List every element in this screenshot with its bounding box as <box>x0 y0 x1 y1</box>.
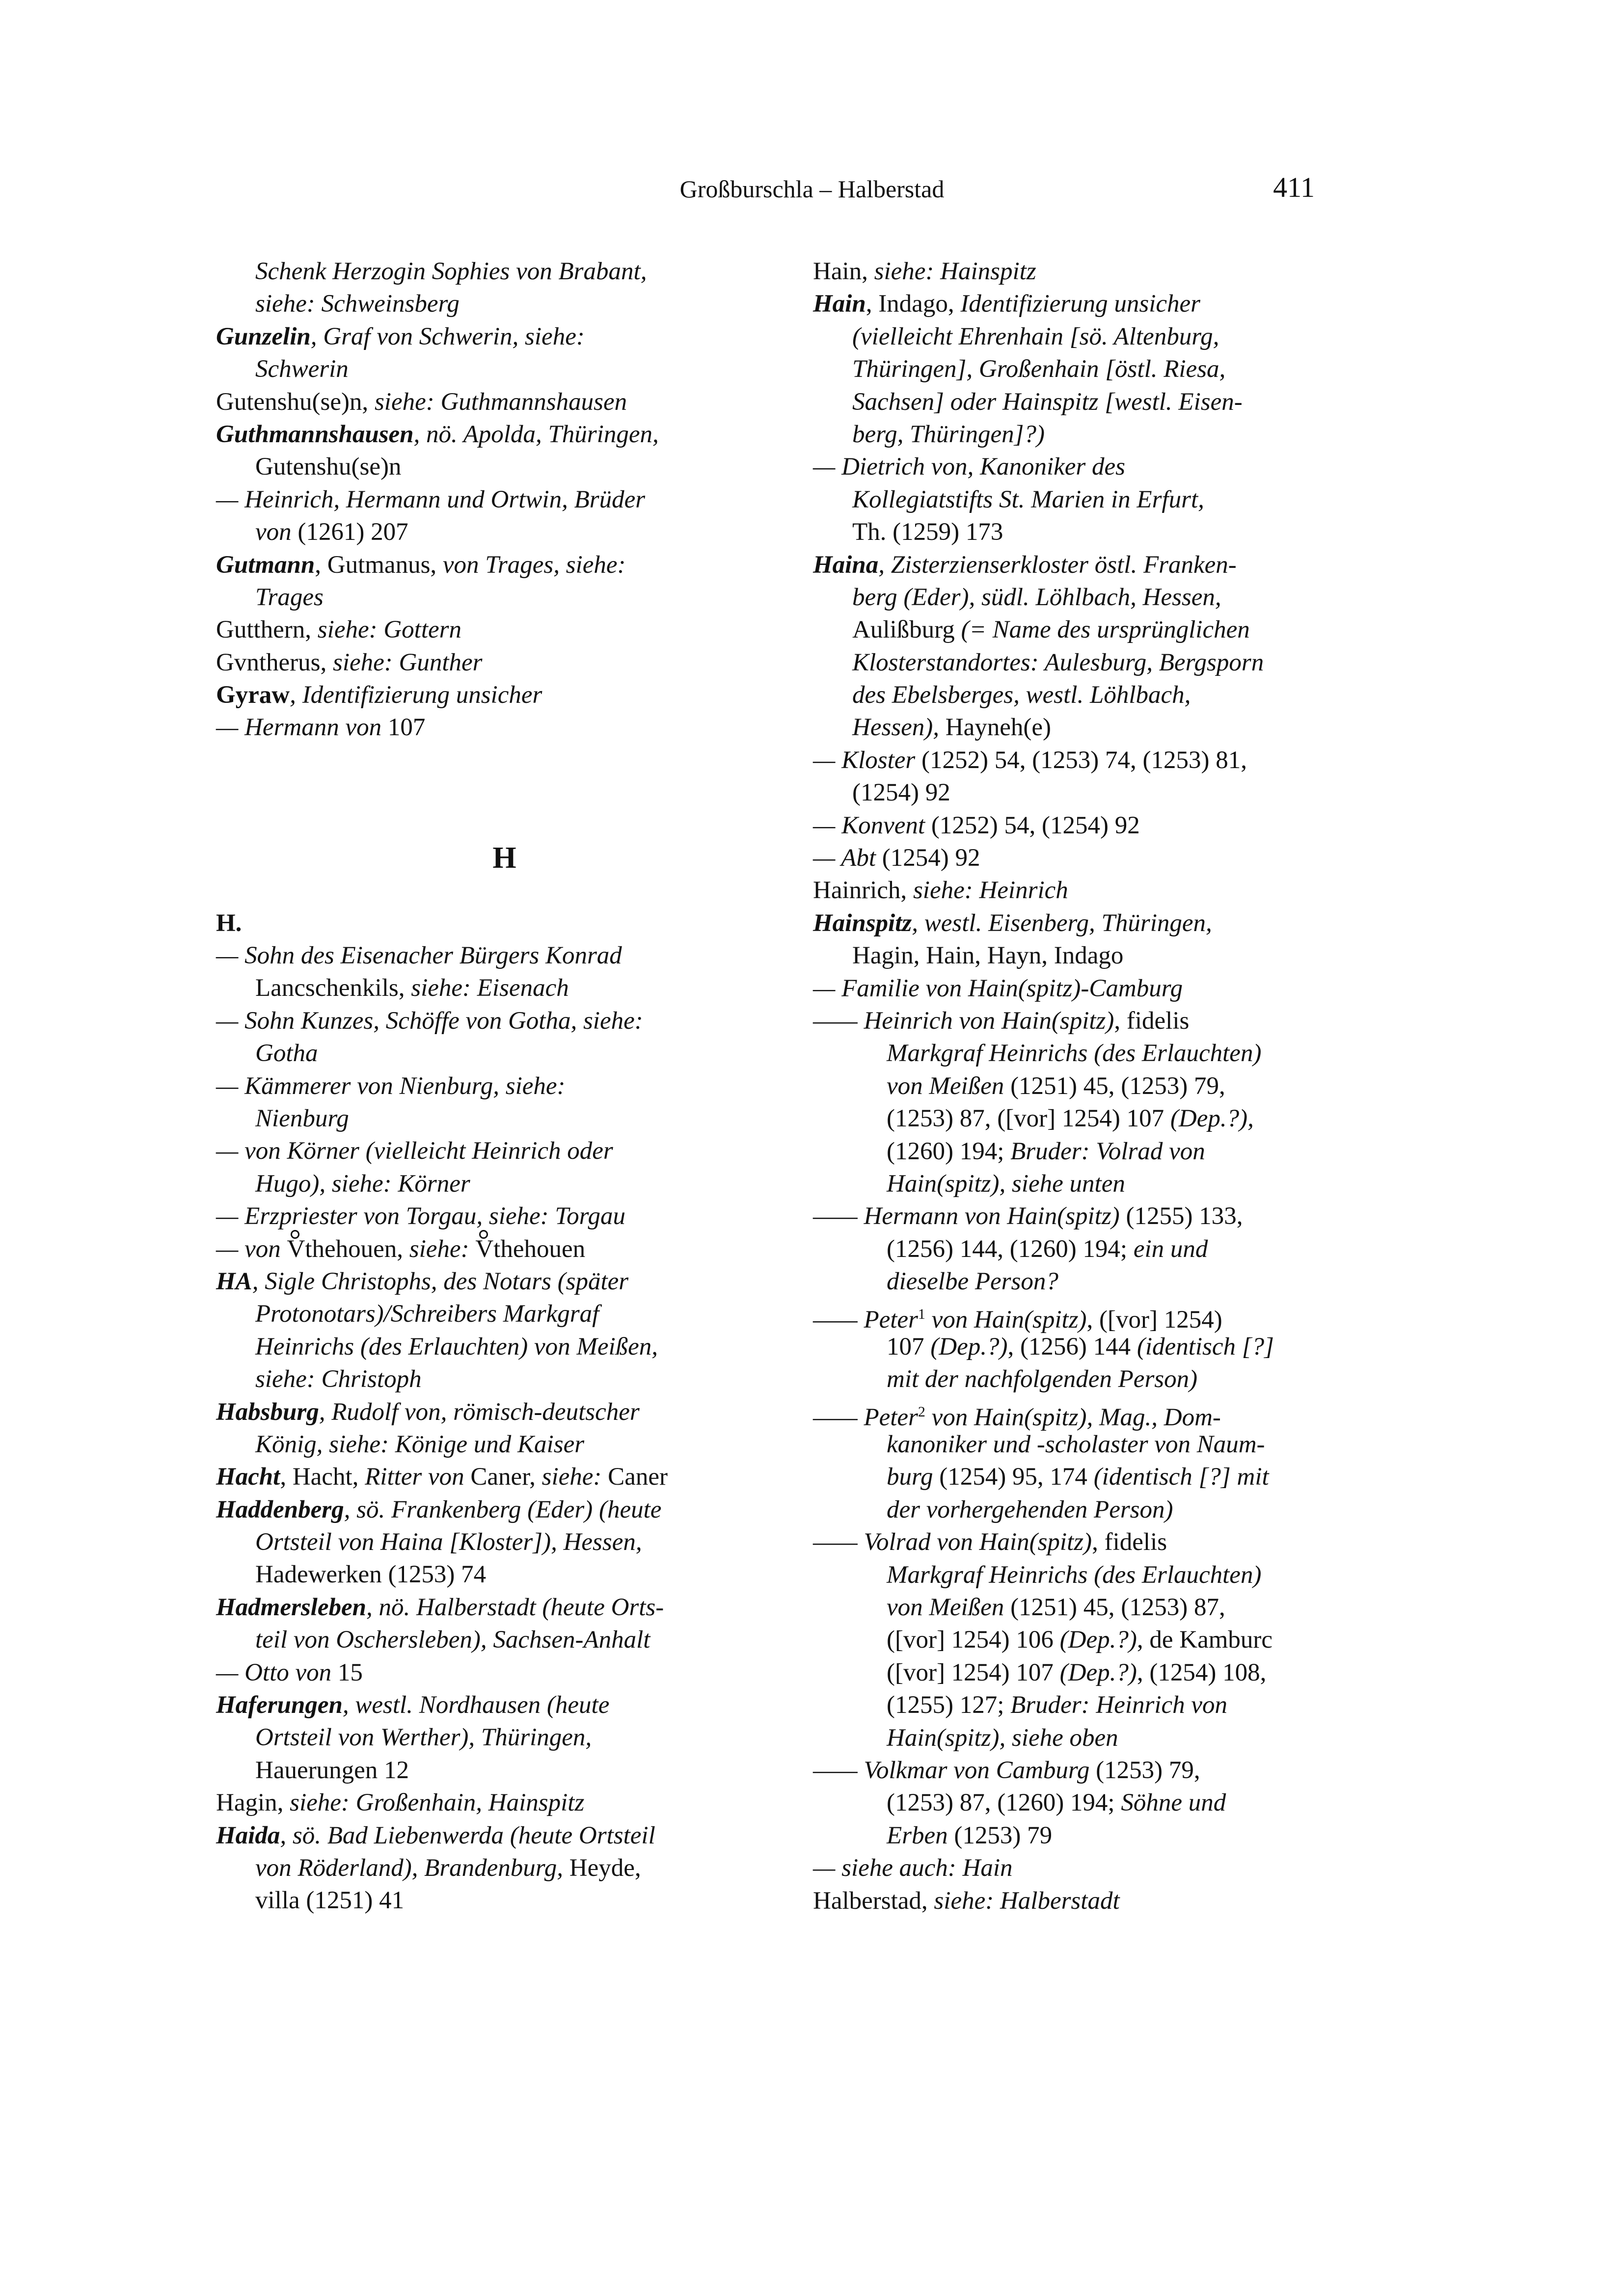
subentry-line3: dieselbe Person? <box>887 1268 1058 1296</box>
entry-haina-line3: Aulißburg (= Name des ursprünglichen <box>852 616 1250 644</box>
subentry-kaemmerer: — Kämmerer von Nienburg, siehe: <box>216 1072 566 1100</box>
subentry-line2: Gotha <box>255 1040 318 1068</box>
subentry-otto-von: — Otto von 15 <box>216 1658 363 1686</box>
entry-ha-line4: siehe: Christoph <box>255 1365 422 1393</box>
entry-gutenshu: Gutenshu(se)n, siehe: Guthmannshausen <box>216 388 627 416</box>
entry-schenk-line1: Schenk Herzogin Sophies von Brabant, <box>255 258 647 285</box>
headword: Hain, <box>813 258 874 285</box>
entry-haina-line6: Hessen), Hayneh(e) <box>852 714 1051 742</box>
entry-habsburg: Habsburg, Rudolf von, römisch-deutscher <box>216 1398 640 1426</box>
subentry-sohn-kunzes: — Sohn Kunzes, Schöffe von Gotha, siehe: <box>216 1007 643 1035</box>
spacer <box>216 874 763 907</box>
entry-gunzelin: Gunzelin, Graf von Schwerin, siehe: <box>216 322 585 350</box>
subentry-line2: 107 (Dep.?), (1256) 144 (identisch [?] <box>887 1333 1274 1361</box>
entry-haddenberg-line2: Ortsteil von Haina [Kloster]), Hessen, <box>255 1528 642 1556</box>
subentry-line2: kanoniker und -scholaster von Naum- <box>887 1431 1265 1459</box>
headword: Gunzelin <box>216 322 311 350</box>
entry-hain-line5: berg, Thüringen]?) <box>852 420 1045 448</box>
entry-haida-line2: von Röderland), Brandenburg, Heyde, <box>255 1854 641 1882</box>
entry-haina-line2: berg (Eder), südl. Löhlbach, Hessen, <box>852 583 1221 611</box>
entry-ha-line2: Protonotars)/Schreibers Markgraf <box>255 1300 599 1328</box>
entry-haferungen-line3: Hauerungen 12 <box>255 1756 409 1784</box>
subentry-line4: (1253) 87, ([vor] 1254) 107 (Dep.?), <box>887 1105 1254 1133</box>
entry-hacht: Hacht, Hacht, Ritter von Caner, siehe: Caner <box>216 1463 668 1491</box>
entry-hain-see: Hain, siehe: Hainspitz <box>813 258 1036 285</box>
headword: Haida <box>216 1821 280 1849</box>
subentry-line2: Nienburg <box>255 1104 349 1132</box>
subentry-line6: (1255) 127; Bruder: Heinrich von <box>887 1691 1228 1719</box>
headword: Hagin, <box>216 1789 290 1817</box>
subentry-konvent: — Konvent (1252) 54, (1254) 92 <box>813 811 1140 839</box>
entry-haida-line3: villa (1251) 41 <box>255 1887 405 1915</box>
subentry-dietrich-von: — Dietrich von, Kanoniker des <box>813 453 1125 481</box>
subentry-line2: (1256) 144, (1260) 194; ein und <box>887 1235 1208 1263</box>
subentry-erzpriester: — Erzpriester von Torgau, siehe: Torgau <box>216 1202 626 1230</box>
subentry-line5: (1260) 194; Bruder: Volrad von <box>887 1137 1205 1165</box>
headword: Gutmann <box>216 551 315 579</box>
headword: Hadmersleben <box>216 1593 366 1621</box>
entry-haferungen: Haferungen, westl. Nordhausen (heute <box>216 1691 610 1719</box>
entry-halberstad: Halberstad, siehe: Halberstadt <box>813 1887 1120 1915</box>
entry-haida: Haida, sö. Bad Liebenwerda (heute Ortsteil <box>216 1821 655 1849</box>
subentry-line7: Hain(spitz), siehe oben <box>887 1724 1118 1752</box>
entry-gunzelin-line2: Schwerin <box>255 355 349 383</box>
subentry-von-koerner: — von Körner (vielleicht Heinrich oder <box>216 1137 613 1165</box>
subentry-kloster: — Kloster (1252) 54, (1253) 74, (1253) 81, <box>813 746 1247 774</box>
entry-gyraw: Gyraw, Identifizierung unsicher <box>216 681 542 709</box>
headword: Gutenshu(se)n, <box>216 388 375 416</box>
entry-hain-line4: Sachsen] oder Hainspitz [westl. Eisen- <box>852 388 1243 416</box>
headword: Habsburg <box>216 1398 319 1426</box>
entry-hadmersleben-line2: teil von Oschersleben), Sachsen-Anhalt <box>255 1626 650 1654</box>
subentry-line2: Lancschenkils, siehe: Eisenach <box>255 974 569 1002</box>
entry-haddenberg: Haddenberg, sö. Frankenberg (Eder) (heute <box>216 1495 662 1523</box>
subentry-abt: — Abt (1254) 92 <box>813 844 980 872</box>
headword: Gyraw <box>216 681 290 709</box>
subentry-line3: von Meißen (1251) 45, (1253) 87, <box>887 1594 1225 1622</box>
subentry-line2: (1254) 92 <box>852 779 950 807</box>
entry-hagin: Hagin, siehe: Großenhain, Hainspitz <box>216 1789 585 1817</box>
entry-haferungen-line2: Ortsteil von Werther), Thüringen, <box>255 1724 592 1752</box>
entry-ha-line3: Heinrichs (des Erlauchten) von Meißen, <box>255 1333 658 1361</box>
page-number: 411 <box>1273 171 1315 203</box>
entry-haddenberg-line3: Hadewerken (1253) 74 <box>255 1561 487 1589</box>
entry-gutmann: Gutmann, Gutmanus, von Trages, siehe: <box>216 551 626 579</box>
subentry-line2: Hugo), siehe: Körner <box>255 1170 470 1198</box>
headword: Hacht <box>216 1463 280 1491</box>
subentry-line3: burg (1254) 95, 174 (identisch [?] mit <box>887 1463 1269 1491</box>
subentry-heinrich-hermann-ortwin: — Heinrich, Hermann und Ortwin, Brüder <box>216 485 646 513</box>
entry-hain-line3: Thüringen], Großenhain [östl. Riesa, <box>852 355 1226 383</box>
subentry-heinrich-von-hainspitz: —— Heinrich von Hain(spitz), fidelis <box>813 1007 1190 1035</box>
right-column <box>813 255 1348 1917</box>
headword: Hain <box>813 290 866 318</box>
headword: Guthmannshausen <box>216 420 414 448</box>
entry-schenk-line2: siehe: Schweinsberg <box>255 290 460 318</box>
entry-guthmannshausen: Guthmannshausen, nö. Apolda, Thüringen, <box>216 420 659 448</box>
subentry-line4: ([vor] 1254) 106 (Dep.?), de Kamburc <box>887 1626 1273 1654</box>
subentry-sohn-eisenacher: — Sohn des Eisenacher Bürgers Konrad <box>216 942 622 970</box>
subentry-hermann-von: — Hermann von 107 <box>216 714 426 742</box>
entry-hadmersleben: Hadmersleben, nö. Halberstadt (heute Orts- <box>216 1593 664 1621</box>
subentry-line2: von (1261) 207 <box>255 518 408 546</box>
subentry-line2: (1253) 87, (1260) 194; Söhne und <box>887 1789 1226 1817</box>
subentry-line2: Kollegiatstifts St. Marien in Erfurt, <box>852 485 1204 513</box>
subentry-peter1: —— Peter$^1$ von Hain(spitz), ([vor] 1254) <box>813 1306 1222 1334</box>
section-letter-heading: H <box>492 841 516 875</box>
subentry-volrad-von-hainspitz: —— Volrad von Hain(spitz), fidelis <box>813 1528 1167 1556</box>
subentry-line4: der vorhergehenden Person) <box>887 1495 1173 1523</box>
headword: Hainrich, <box>813 877 913 905</box>
subentry-line2: Markgraf Heinrichs (des Erlauchten) <box>887 1561 1262 1589</box>
subentry-familie: — Familie von Hain(spitz)-Camburg <box>813 974 1183 1002</box>
entry-gutthern: Gutthern, siehe: Gottern <box>216 616 461 644</box>
entry-haina-line5: des Ebelsberges, westl. Löhlbach, <box>852 681 1191 709</box>
headword: Gvntherus, <box>216 648 333 676</box>
entry-gvntherus: Gvntherus, siehe: Gunther <box>216 648 483 676</box>
headword: Gutthern, <box>216 616 318 644</box>
entry-guthmannshausen-line2: Gutenshu(se)n <box>255 453 402 481</box>
subentry-line3: Erben (1253) 79 <box>887 1821 1053 1849</box>
subentry-hermann-von-hainspitz: —— Hermann von Hain(spitz) (1255) 133, <box>813 1202 1243 1230</box>
running-head: Großburschla – Halberstad <box>679 175 945 203</box>
entry-hain-line2: (vielleicht Ehrenhain [sö. Altenburg, <box>852 322 1219 350</box>
headword: Haina <box>813 551 879 579</box>
spacer <box>216 744 763 842</box>
subentry-volkmar-von-camburg: —— Volkmar von Camburg (1253) 79, <box>813 1756 1200 1784</box>
entry-hain: Hain, Indago, Identifizierung unsicher <box>813 290 1201 318</box>
headword: Haddenberg <box>216 1495 344 1523</box>
entry-h: H. <box>216 909 242 937</box>
entry-gutmann-line2: Trages <box>255 583 324 611</box>
subentry-line3: mit der nachfolgenden Person) <box>887 1365 1198 1393</box>
headword: Halberstad, <box>813 1887 934 1915</box>
entry-hainspitz-line2: Hagin, Hain, Hayn, Indago <box>852 942 1124 970</box>
subentry-von-vthehouen: — von Vthehouen, siehe: Vthehouen <box>216 1233 763 1265</box>
entry-hainspitz: Hainspitz, westl. Eisenberg, Thüringen, <box>813 909 1212 937</box>
entry-hainrich: Hainrich, siehe: Heinrich <box>813 877 1068 905</box>
subentry-siehe-auch: — siehe auch: Hain <box>813 1854 1013 1882</box>
subentry-peter2: —— Peter$^2$ von Hain(spitz), Mag., Dom- <box>813 1403 1221 1431</box>
headword: HA <box>216 1267 252 1295</box>
subentry-line3: Th. (1259) 173 <box>852 518 1003 546</box>
subentry-line2: Markgraf Heinrichs (des Erlauchten) <box>887 1040 1262 1068</box>
subentry-line6: Hain(spitz), siehe unten <box>887 1170 1125 1198</box>
left-column <box>216 255 763 1917</box>
headword: Haferungen <box>216 1691 343 1719</box>
headword: Hainspitz <box>813 909 912 937</box>
entry-haina-line4: Klosterstandortes: Aulesburg, Bergsporn <box>852 648 1264 676</box>
subentry-line3: von Meißen (1251) 45, (1253) 79, <box>887 1072 1225 1100</box>
entry-ha: HA, Sigle Christophs, des Notars (später <box>216 1267 629 1295</box>
entry-haina: Haina, Zisterzienserkloster östl. Franken- <box>813 551 1237 579</box>
subentry-line5: ([vor] 1254) 107 (Dep.?), (1254) 108, <box>887 1658 1267 1686</box>
entry-habsburg-line2: König, siehe: Könige und Kaiser <box>255 1430 585 1458</box>
